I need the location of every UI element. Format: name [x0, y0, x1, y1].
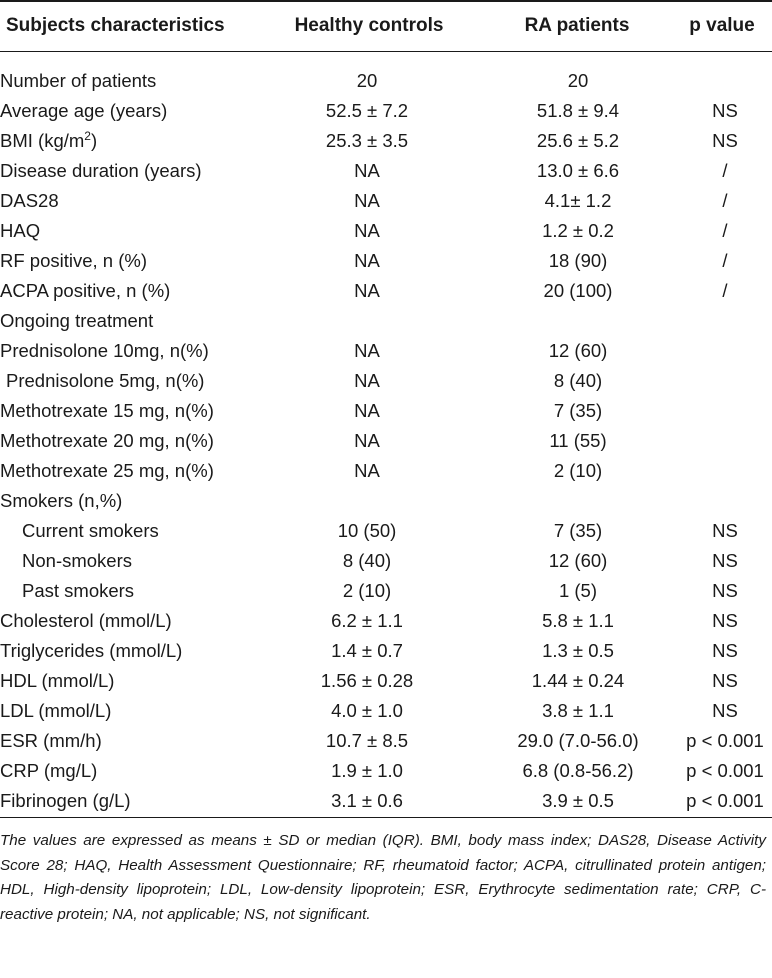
- ra-value: 7 (35): [553, 400, 603, 421]
- table-row: [0, 396, 772, 426]
- ra-value: 7 (35): [553, 520, 603, 541]
- table-row: [0, 546, 772, 576]
- table-row: [0, 186, 772, 216]
- ra-value: 1.2 ± 0.2: [542, 220, 614, 241]
- healthy-value: 4.0 ± 1.0: [331, 700, 403, 721]
- row-label-text: ): [90, 130, 98, 151]
- ra-value: 1.3 ± 0.5: [542, 640, 614, 661]
- healthy-value: 20: [356, 70, 378, 91]
- table-row: [0, 246, 772, 276]
- table-row: [0, 126, 772, 156]
- healthy-value: 10.7 ± 8.5: [325, 730, 409, 751]
- healthy-value: 10 (50): [337, 520, 397, 541]
- healthy-value: NA: [354, 280, 380, 301]
- ra-value: 51.8 ± 9.4: [536, 100, 620, 121]
- ra-value: 20: [567, 70, 589, 91]
- table-row: [0, 606, 772, 636]
- p-value: NS: [712, 580, 738, 601]
- row-label: Prednisolone 10mg, n(%): [0, 340, 209, 361]
- table-row-section: [0, 306, 772, 336]
- table-row: [0, 666, 772, 696]
- p-value: NS: [712, 700, 738, 721]
- row-label: HAQ: [0, 220, 41, 241]
- p-value: /: [722, 250, 728, 271]
- p-value: /: [722, 190, 728, 211]
- row-label: RF positive, n (%): [0, 250, 148, 271]
- table-row: [0, 576, 772, 606]
- row-label: Fibrinogen (g/L): [0, 790, 131, 811]
- table-footnote: The values are expressed as means ± SD or median (IQR). BMI, body mass index; DAS28, Disease Activity Score 28; HAQ, Health Assessment Questionnaire; RF, rheumatoid factor; ACPA, citrullinated protein antigen; HDL, High-density lipoprotein; LDL, Low-density lipoprotein; ESR, Erythrocyte sedimentation rate; CRP, C-reactive protein; NA, not applicable; NS, not significant.: [0, 832, 766, 923]
- healthy-value: 1.9 ± 1.0: [331, 760, 403, 781]
- row-label: ESR (mm/h): [0, 730, 102, 751]
- healthy-value: 1.56 ± 0.28: [320, 670, 414, 691]
- p-value: NS: [712, 610, 738, 631]
- ra-value: 8 (40): [553, 370, 603, 391]
- p-value: NS: [712, 130, 738, 151]
- ra-value: 13.0 ± 6.6: [536, 160, 620, 181]
- header-subjects-characteristics: Subjects characteristics: [6, 15, 225, 36]
- row-label: Current smokers: [22, 520, 159, 541]
- healthy-value: 25.3 ± 3.5: [325, 130, 409, 151]
- healthy-value: NA: [354, 400, 380, 421]
- ra-value: 3.8 ± 1.1: [542, 700, 614, 721]
- ra-value: 29.0 (7.0-56.0): [517, 730, 639, 751]
- ra-value: 1.44 ± 0.24: [531, 670, 625, 691]
- row-label: Non-smokers: [22, 550, 132, 571]
- table-bottom-rule: [0, 817, 772, 818]
- healthy-value: NA: [354, 340, 380, 361]
- row-label: CRP (mg/L): [0, 760, 98, 781]
- ra-value: 20 (100): [543, 280, 613, 301]
- table-row: [0, 456, 772, 486]
- p-value: NS: [712, 640, 738, 661]
- table-row: [0, 756, 772, 786]
- healthy-value: 8 (40): [342, 550, 392, 571]
- row-label-text: BMI (kg/m: [0, 130, 85, 151]
- row-label: Methotrexate 25 mg, n(%): [0, 460, 214, 481]
- p-value: NS: [712, 520, 738, 541]
- ra-value: 1 (5): [558, 580, 598, 601]
- table-header-row: [0, 0, 772, 52]
- table-row: [0, 636, 772, 666]
- table-header-rule: [0, 51, 772, 52]
- table-row: [0, 216, 772, 246]
- table-row: [0, 516, 772, 546]
- ra-value: 4.1± 1.2: [544, 190, 612, 211]
- ra-value: 18 (90): [548, 250, 608, 271]
- superscript: 2: [84, 128, 91, 143]
- table-row: [0, 96, 772, 126]
- row-label: LDL (mmol/L): [0, 700, 112, 721]
- row-label: Prednisolone 5mg, n(%): [6, 370, 205, 391]
- ra-value: 12 (60): [548, 340, 608, 361]
- row-label: Number of patients: [0, 70, 157, 91]
- table-row: [0, 726, 772, 756]
- table-row: [0, 156, 772, 186]
- table-row-section: [0, 486, 772, 516]
- row-label: [0, 130, 256, 152]
- p-value: /: [722, 220, 728, 241]
- ra-value: 11 (55): [549, 430, 607, 451]
- row-label: Past smokers: [22, 580, 135, 601]
- row-label: Average age (years): [0, 100, 168, 121]
- healthy-value: NA: [354, 460, 380, 481]
- ra-value: 25.6 ± 5.2: [536, 130, 620, 151]
- header-ra-patients: RA patients: [524, 15, 630, 36]
- p-value: NS: [712, 670, 738, 691]
- ra-value: 2 (10): [553, 460, 603, 481]
- ra-value: 12 (60): [548, 550, 608, 571]
- table-row: [0, 366, 772, 396]
- row-label: ACPA positive, n (%): [0, 280, 171, 301]
- ra-value: 5.8 ± 1.1: [542, 610, 614, 631]
- healthy-value: 6.2 ± 1.1: [331, 610, 403, 631]
- row-label: Triglycerides (mmol/L): [0, 640, 183, 661]
- table-row: [0, 276, 772, 306]
- p-value: p < 0.001: [686, 790, 764, 811]
- table-row: [0, 336, 772, 366]
- healthy-value: NA: [354, 430, 380, 451]
- row-label: Cholesterol (mmol/L): [0, 610, 172, 631]
- healthy-value: NA: [354, 160, 380, 181]
- p-value: /: [722, 280, 728, 301]
- healthy-value: 3.1 ± 0.6: [331, 790, 403, 811]
- section-label: Ongoing treatment: [0, 310, 154, 331]
- healthy-value: NA: [354, 370, 380, 391]
- p-value: /: [722, 160, 728, 181]
- p-value: p < 0.001: [686, 730, 764, 751]
- healthy-value: 1.4 ± 0.7: [331, 640, 403, 661]
- table-row: [0, 696, 772, 726]
- p-value: p < 0.001: [686, 760, 764, 781]
- table-row: [0, 426, 772, 456]
- table-body: [0, 66, 772, 816]
- ra-value: 3.9 ± 0.5: [542, 790, 614, 811]
- healthy-value: NA: [354, 190, 380, 211]
- p-value: NS: [712, 100, 738, 121]
- row-label: HDL (mmol/L): [0, 670, 115, 691]
- row-label: Methotrexate 15 mg, n(%): [0, 400, 214, 421]
- row-label: DAS28: [0, 190, 59, 211]
- section-label: Smokers (n,%): [0, 490, 123, 511]
- table-row: [0, 786, 772, 816]
- row-label: Disease duration (years): [0, 160, 202, 181]
- healthy-value: NA: [354, 220, 380, 241]
- healthy-value: 2 (10): [342, 580, 392, 601]
- ra-value: 6.8 (0.8-56.2): [522, 760, 634, 781]
- header-p-value: p value: [689, 15, 755, 36]
- table-row: [0, 66, 772, 96]
- header-healthy-controls: Healthy controls: [294, 15, 444, 36]
- healthy-value: NA: [354, 250, 380, 271]
- row-label: Methotrexate 20 mg, n(%): [0, 430, 214, 451]
- healthy-value: 52.5 ± 7.2: [325, 100, 409, 121]
- p-value: NS: [712, 550, 738, 571]
